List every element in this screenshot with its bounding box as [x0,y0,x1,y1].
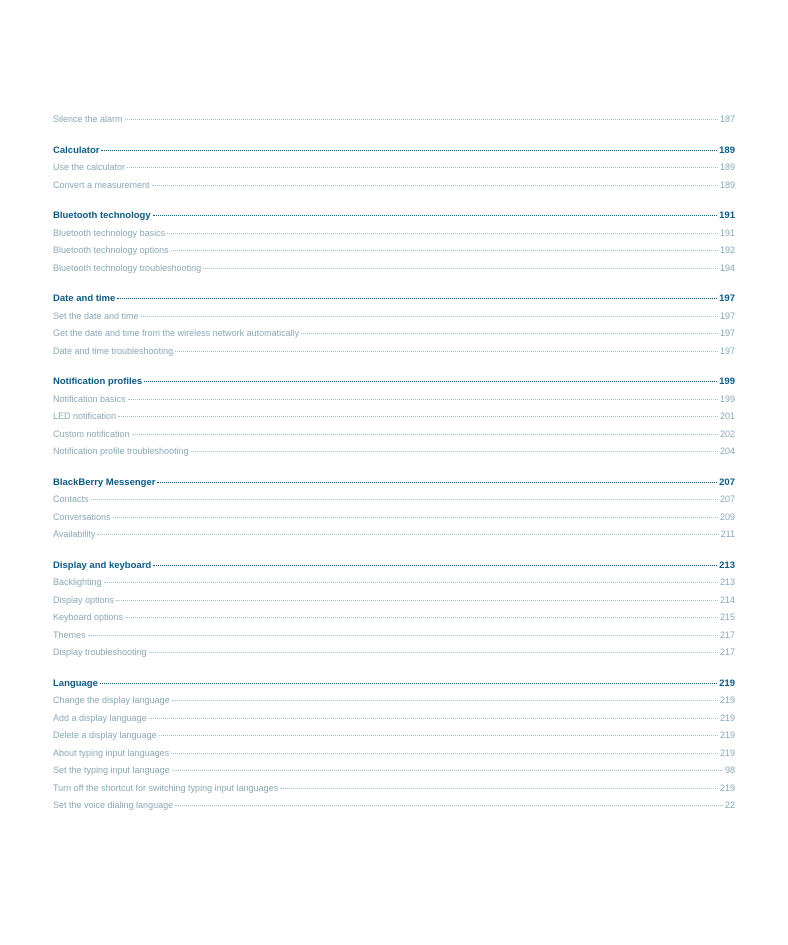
toc-entry[interactable] [53,692,735,710]
toc-heading[interactable] [53,207,735,225]
toc-entry-page: 219 [719,782,735,793]
toc-section [53,373,735,461]
toc-heading-page: 219 [719,677,735,689]
dot-leader [144,381,717,382]
toc-entry-page: 209 [719,511,735,522]
toc-entry-title: Themes [53,629,86,640]
toc-entry-page: 217 [719,629,735,640]
toc-entry-page: 213 [719,577,735,587]
toc-heading-title: Display and keyboard [53,559,152,571]
toc-entry[interactable] [53,797,735,815]
toc-entry[interactable] [53,762,735,780]
dot-leader [152,185,718,186]
dot-leader [127,167,718,168]
toc-entry-page: 191 [719,227,735,238]
toc-entry[interactable] [53,325,735,343]
toc-section [53,474,735,544]
toc-entry[interactable] [53,491,735,509]
toc-entry-page: 197 [719,310,735,321]
dot-leader [280,788,718,789]
dot-leader [172,700,718,701]
toc-entry-page: 219 [719,712,735,723]
toc-entry-title: Set the voice dialing language [53,800,174,810]
toc-entry[interactable] [53,159,735,177]
toc-heading[interactable] [53,373,735,391]
toc-entry[interactable] [53,509,735,527]
toc-entry[interactable] [53,225,735,243]
toc-section [53,557,735,662]
toc-heading-page: 213 [719,559,735,571]
toc-entry[interactable] [53,644,735,662]
dot-leader [153,215,718,216]
dot-leader [157,482,717,483]
toc-entry[interactable] [53,177,735,195]
toc-entry-title: Bluetooth technology basics [53,227,166,238]
toc-entry-page: 187 [719,114,735,124]
dot-leader [132,434,718,435]
toc-entry-title: Date and time troubleshooting [53,345,174,356]
dot-leader [301,333,718,334]
dot-leader [203,268,718,269]
toc-entry-title: Contacts [53,494,89,504]
toc-entry-title: Get the date and time from the wireless network automatically [53,328,300,338]
dot-leader [149,718,718,719]
dot-leader [175,805,723,806]
toc-entry-page: 192 [719,245,735,255]
toc-heading-page: 191 [719,210,735,221]
dot-leader [125,119,718,120]
toc-entry-title: Bluetooth technology troubleshooting [53,262,202,273]
toc-section [53,111,735,129]
toc-entry-page: 197 [719,345,735,356]
dot-leader [167,233,718,234]
toc-entry[interactable] [53,526,735,544]
toc-entry-page: 211 [720,529,735,539]
dot-leader [91,499,718,500]
toc-entry[interactable] [53,574,735,592]
toc-entry[interactable] [53,609,735,627]
toc-entry[interactable] [53,111,735,129]
toc-entry-title: Bluetooth technology options [53,245,169,255]
dot-leader [125,617,718,618]
toc-heading-page: 207 [719,476,735,488]
toc-entry-title: Set the date and time [53,310,139,321]
toc-entry[interactable] [53,408,735,426]
toc-entry-title: Conversations [53,511,111,522]
dot-leader [104,582,718,583]
toc-entry-title: Set the typing input language [53,765,170,775]
dot-leader [118,416,718,417]
toc-entry-page: 207 [719,494,735,504]
toc-entry-title: Notification basics [53,393,126,404]
toc-entry-title: Silence the alarm [53,114,123,124]
dot-leader [159,735,718,736]
toc-heading[interactable] [53,142,735,160]
toc-heading[interactable] [53,290,735,308]
toc-entry-page: 194 [719,262,735,273]
toc-heading-page: 189 [719,144,735,156]
toc-entry-page: 98 [724,765,735,775]
toc-entry-title: Display options [53,594,115,605]
toc-section [53,207,735,277]
toc-entry-page: 214 [719,594,735,605]
toc-entry[interactable] [53,627,735,645]
toc-entry-title: Delete a display language [53,730,157,740]
toc-entry[interactable] [53,260,735,278]
toc-heading-title: Date and time [53,293,116,304]
dot-leader [172,770,723,771]
toc-entry-page: 219 [719,730,735,740]
toc-entry-title: LED notification [53,411,117,421]
dot-leader [128,399,718,400]
dot-leader [113,517,718,518]
dot-leader [100,683,717,684]
toc-entry-page: 199 [719,393,735,404]
toc-entry[interactable] [53,343,735,361]
dot-leader [117,298,717,299]
toc-entry-title: Convert a measurement [53,179,150,190]
toc-heading-page: 199 [719,376,735,387]
dot-leader [141,316,718,317]
toc-entry-title: About typing input languages [53,747,170,758]
dot-leader [171,753,718,754]
toc-entry-title: Add a display language [53,712,147,723]
dot-leader [175,351,718,352]
toc-entry-title: Backlighting [53,577,102,587]
toc-entry-page: 217 [719,647,735,657]
toc-entry[interactable] [53,391,735,409]
dot-leader [97,534,718,535]
toc-entry-page: 219 [719,695,735,705]
toc-entry-page: 204 [719,446,735,456]
toc-section [53,290,735,360]
toc-section [53,675,735,815]
toc-entry-page: 202 [719,428,735,439]
dot-leader [191,451,718,452]
toc-heading[interactable] [53,557,735,575]
dot-leader [116,600,718,601]
toc-entry-page: 189 [719,162,735,172]
toc-heading-title: BlackBerry Messenger [53,476,156,488]
toc-entry-page: 197 [719,328,735,338]
dot-leader [101,150,717,151]
toc-entry-title: Custom notification [53,428,130,439]
toc-entry[interactable] [53,443,735,461]
dot-leader [153,565,717,566]
toc-heading-title: Bluetooth technology [53,210,151,221]
toc-entry-title: Notification profile troubleshooting [53,446,189,456]
toc-section [53,142,735,195]
toc-entry-page: 22 [724,800,735,810]
toc-heading[interactable] [53,675,735,693]
dot-leader [171,250,718,251]
toc-entry-title: Turn off the shortcut for switching typing input languages [53,782,279,793]
toc-entry-title: Availability [53,529,96,539]
toc-heading-page: 197 [719,293,735,304]
toc-entry[interactable] [53,710,735,728]
dot-leader [88,635,718,636]
toc-entry[interactable] [53,308,735,326]
table-of-contents [53,111,735,828]
toc-entry[interactable] [53,780,735,798]
toc-entry[interactable] [53,426,735,444]
toc-heading-title: Calculator [53,144,100,156]
toc-entry-page: 215 [719,612,735,622]
toc-entry-title: Display troubleshooting [53,647,147,657]
toc-entry-page: 219 [719,747,735,758]
toc-entry-page: 189 [719,179,735,190]
toc-entry-title: Keyboard options [53,612,124,622]
toc-entry-page: 201 [719,411,735,421]
toc-entry[interactable] [53,592,735,610]
toc-entry[interactable] [53,745,735,763]
toc-heading[interactable] [53,474,735,492]
toc-entry-title: Use the calculator [53,162,126,172]
toc-entry[interactable] [53,727,735,745]
toc-entry-title: Change the display language [53,695,170,705]
dot-leader [149,652,718,653]
toc-heading-title: Notification profiles [53,376,143,387]
toc-entry[interactable] [53,242,735,260]
toc-heading-title: Language [53,677,98,689]
